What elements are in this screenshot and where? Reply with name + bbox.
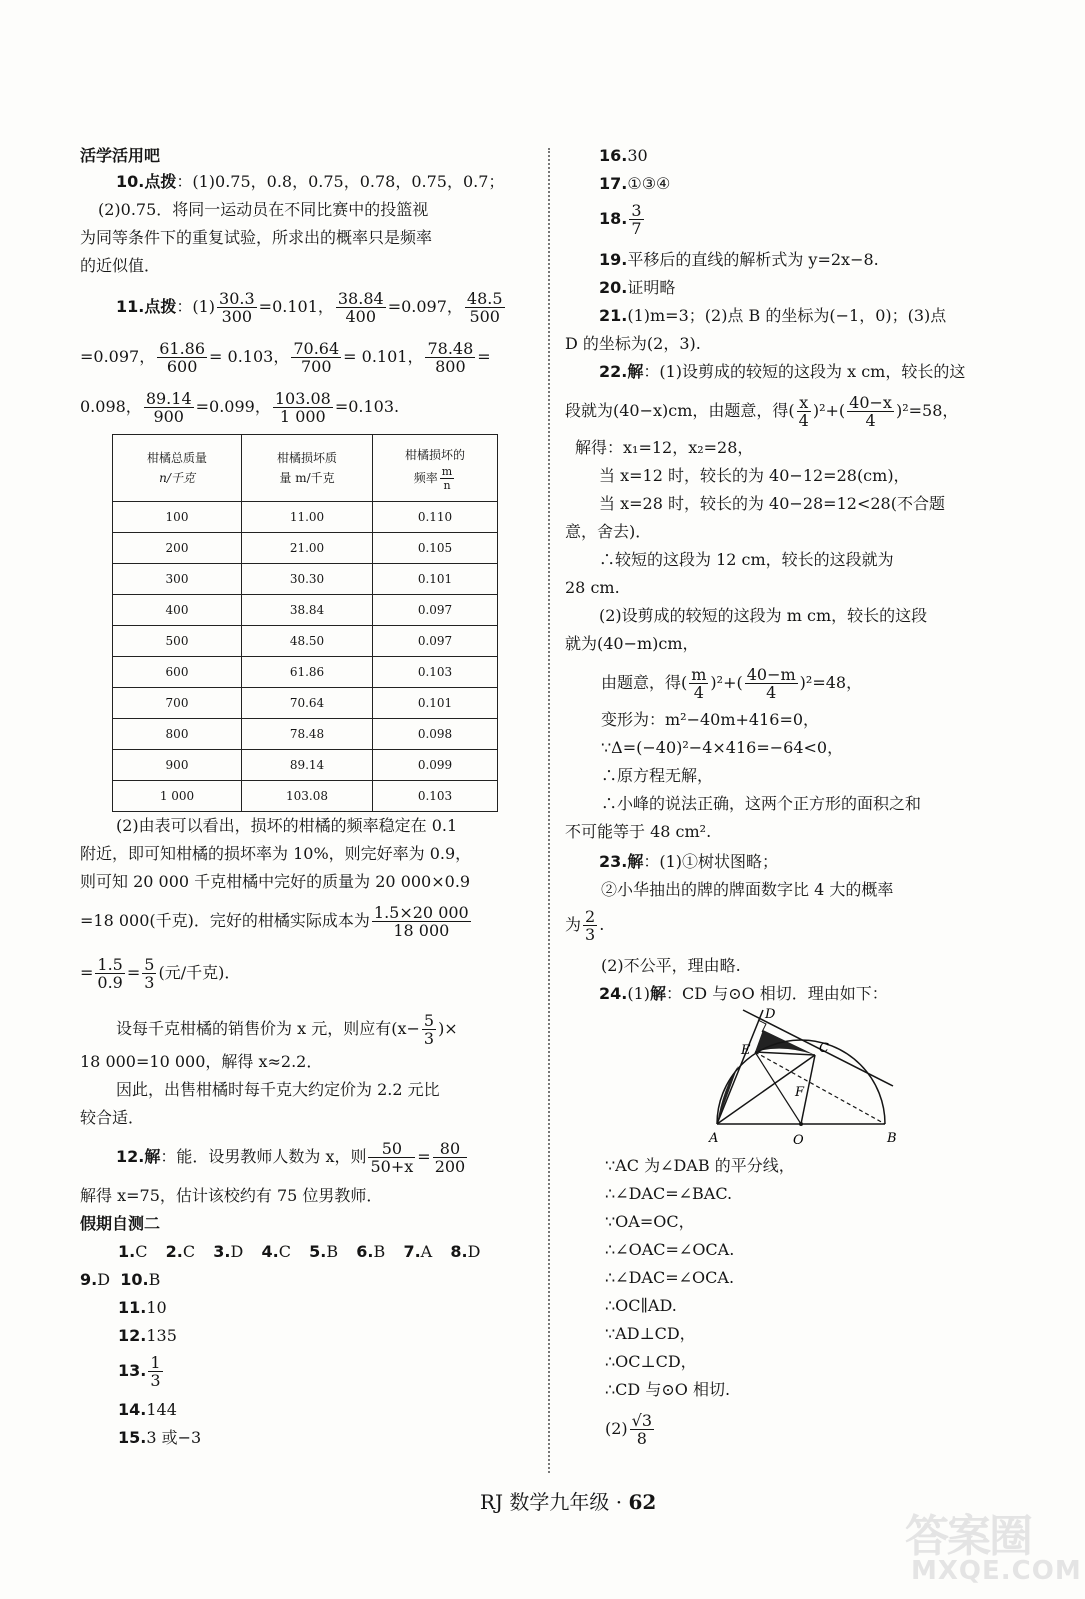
answer-22-line7: ∴较短的这段为 12 cm，较长的这段就为 bbox=[599, 550, 894, 569]
table-row bbox=[113, 688, 498, 719]
table-cell: 0.110 bbox=[373, 502, 498, 533]
answer-13: 13. $\frac{1}{3}$ bbox=[118, 1353, 161, 1390]
fraction: $\frac{80}{200}$ bbox=[434, 1139, 466, 1176]
fraction: $\frac{89.14}{900}$ bbox=[145, 389, 192, 426]
fraction: $\frac{30.3}{300}$ bbox=[219, 289, 255, 326]
mc-answers-1: 1.C 2.C 3.D 4.C 5.B 6.B 7.A 8.D bbox=[118, 1242, 481, 1261]
table-cell: 0.097 bbox=[373, 626, 498, 657]
tangerine-table bbox=[112, 434, 498, 812]
proof-line1: ∵AC 为∠DAB 的平分线， bbox=[605, 1156, 795, 1175]
page-footer: RJ 数学九年级 · 62 bbox=[480, 1490, 657, 1514]
table-cell: 0.099 bbox=[373, 750, 498, 781]
fraction: $\frac{1.5}{0.9}$ bbox=[97, 955, 123, 992]
proof-line2: ∴∠DAC=∠BAC. bbox=[605, 1184, 733, 1203]
proof-line8: ∴OC⊥CD， bbox=[605, 1352, 697, 1371]
q10-line4: 的近似值． bbox=[80, 256, 161, 275]
table-row bbox=[113, 719, 498, 750]
q11b-line4: =18 000(千克)．完好的柑橘实际成本为 $\frac{1.5\times 20 000}{18 000}$ bbox=[80, 903, 469, 940]
watermark-logo: 答案圈 MXQE.COM bbox=[905, 1511, 1082, 1586]
q11b-line8: 因此，出售柑橘时每千克大约定价为 2.2 元比 bbox=[116, 1080, 440, 1099]
table-cell: 200 bbox=[113, 533, 242, 564]
fraction: $\frac{5}{3}$ bbox=[144, 955, 155, 992]
answer-23-line4: (2)不公平，理由略. bbox=[601, 956, 741, 975]
q11b-line2: 附近，即可知柑橘的损坏率为 10%，则完好率为 0.9， bbox=[80, 844, 472, 863]
answer-15: 15.3 或−3 bbox=[118, 1428, 202, 1447]
table-cell: 0.103 bbox=[373, 657, 498, 688]
fraction: $\frac{40-x}{4}$ bbox=[849, 393, 892, 430]
fraction: $\frac{m}{4}$ bbox=[691, 665, 707, 702]
table-header-row bbox=[113, 435, 498, 502]
table-cell: 400 bbox=[113, 595, 242, 626]
answer-22-line4: 当 x=12 时，较长的为 40−12=28(cm)， bbox=[599, 466, 910, 485]
answer-22-line12: 变形为：m²−40m+416=0， bbox=[601, 710, 820, 729]
q12-line2: 解得 x=75，估计该校约有 75 位男教师． bbox=[80, 1186, 383, 1205]
fraction: $\frac{48.5}{500}$ bbox=[466, 289, 503, 326]
label-e: E bbox=[741, 1043, 751, 1058]
answer-22-line14: ∴原方程无解， bbox=[601, 766, 714, 785]
fraction: $\frac{1}{3}$ bbox=[150, 1353, 161, 1390]
table-header-damaged: 柑橘损坏质 量 m/千克 bbox=[242, 435, 373, 502]
table-cell: 61.86 bbox=[242, 657, 373, 688]
proof-line6: ∴OC∥AD. bbox=[605, 1296, 677, 1315]
answer-22-line10: 就为(40−m)cm， bbox=[565, 634, 699, 653]
table-row bbox=[113, 781, 498, 812]
answer-21-line2: D 的坐标为(2，3). bbox=[565, 334, 701, 353]
table-row bbox=[113, 564, 498, 595]
answer-22-line8: 28 cm. bbox=[565, 578, 620, 597]
fraction: $\frac{3}{7}$ bbox=[631, 201, 642, 238]
answer-22-line11: 由题意，得( $\frac{m}{4}$ )²+( $\frac{40-m}{4}$ )²=48， bbox=[601, 665, 863, 702]
label-b: B bbox=[887, 1131, 897, 1146]
q11-line2: =0.097， $\frac{61.86}{600}$ = 0.103， $\frac{70.64}{700}$ = 0.101， $\frac{78.48}{800}$ = bbox=[80, 339, 491, 376]
table-row bbox=[113, 657, 498, 688]
table-cell: 100 bbox=[113, 502, 242, 533]
q11-line1: 11.点拨：(1) $\frac{30.3}{300}$ =0.101， $\frac{38.84}{400}$ =0.097， $\frac{48.5}{500}$ bbox=[116, 289, 503, 326]
table-cell: 0.105 bbox=[373, 533, 498, 564]
table-cell: 800 bbox=[113, 719, 242, 750]
table-cell: 0.098 bbox=[373, 719, 498, 750]
geometry-figure bbox=[703, 1008, 903, 1148]
table-cell: 300 bbox=[113, 564, 242, 595]
table-cell: 70.64 bbox=[242, 688, 373, 719]
q11b-line7: 18 000=10 000，解得 x≈2.2． bbox=[80, 1052, 323, 1071]
fraction: $\frac{61.86}{600}$ bbox=[159, 339, 206, 376]
column-divider bbox=[548, 148, 550, 1473]
answer-22-line16: 不可能等于 48 cm². bbox=[565, 822, 712, 841]
proof-line9: ∴CD 与⊙O 相切. bbox=[605, 1380, 731, 1399]
q11-line3: 0.098， $\frac{89.14}{900}$ =0.099， $\frac{103.08}{1 000}$ =0.103. bbox=[80, 389, 400, 426]
answer-17: 17.①③④ bbox=[599, 174, 671, 193]
q11b-line1: (2)由表可以看出，损坏的柑橘的频率稳定在 0.1 bbox=[116, 816, 458, 835]
table-cell: 0.101 bbox=[373, 564, 498, 595]
table-cell: 89.14 bbox=[242, 750, 373, 781]
fraction: $\frac{40-m}{4}$ bbox=[746, 665, 796, 702]
proof-line7: ∵AD⊥CD， bbox=[605, 1324, 696, 1343]
fraction: $\frac{70.64}{700}$ bbox=[293, 339, 340, 376]
q10-line1: 10.点拨：(1)0.75，0.8，0.75，0.78，0.75，0.7； bbox=[116, 172, 505, 191]
table-cell: 0.101 bbox=[373, 688, 498, 719]
fraction: $\frac{2}{3}$ bbox=[585, 907, 596, 944]
table-row bbox=[113, 502, 498, 533]
proof-line5: ∴∠DAC=∠OCA. bbox=[605, 1268, 735, 1287]
table-cell: 11.00 bbox=[242, 502, 373, 533]
page-number: 62 bbox=[628, 1490, 657, 1514]
table-row bbox=[113, 626, 498, 657]
answer-22-line3: 解得：x₁=12，x₂=28， bbox=[575, 438, 754, 457]
table-cell: 21.00 bbox=[242, 533, 373, 564]
answer-23-line2: ②小华抽出的牌的牌面数字比 4 大的概率 bbox=[601, 880, 894, 899]
fraction: $\frac{x}{4}$ bbox=[798, 393, 809, 430]
fraction: $\frac{m}{n}$ bbox=[441, 464, 453, 492]
table-cell: 600 bbox=[113, 657, 242, 688]
label-c: C bbox=[819, 1041, 829, 1056]
answer-14: 14.144 bbox=[118, 1400, 177, 1419]
section-title-1: 活学活用吧 bbox=[80, 146, 161, 165]
table-cell: 48.50 bbox=[242, 626, 373, 657]
proof-line4: ∴∠OAC=∠OCA. bbox=[605, 1240, 735, 1259]
label-o: O bbox=[793, 1133, 804, 1148]
center-point bbox=[799, 1122, 803, 1126]
answer-22-line1: 22.解：(1)设剪成的较短的这段为 x cm，较长的这 bbox=[599, 362, 966, 381]
q12-line1: 12.解：能．设男教师人数为 x，则 $\frac{50}{50+x}$ = $\frac{80}{200}$ bbox=[116, 1139, 466, 1176]
table-cell: 1 000 bbox=[113, 781, 242, 812]
answer-23-line3: 为 $\frac{2}{3}$ . bbox=[565, 907, 605, 944]
line-eb-dashed bbox=[755, 1052, 885, 1124]
table-cell: 0.103 bbox=[373, 781, 498, 812]
q11b-line5: = $\frac{1.5}{0.9}$ = $\frac{5}{3}$ (元/千克)． bbox=[80, 955, 241, 992]
table-cell: 78.48 bbox=[242, 719, 373, 750]
answer-19: 19.平移后的直线的解析式为 y=2x−8. bbox=[599, 250, 879, 269]
q10-line3: 为同等条件下的重复试验，所求出的概率只是频率 bbox=[80, 228, 433, 247]
q11b-line6: 设每千克柑橘的销售价为 x 元，则应有(x− $\frac{5}{3}$ )× bbox=[116, 1011, 458, 1048]
q10-line2: (2)0.75．将同一运动员在不同比赛中的投篮视 bbox=[98, 200, 429, 219]
q11b-line9: 较合适． bbox=[80, 1108, 145, 1127]
table-cell: 700 bbox=[113, 688, 242, 719]
label-a: A bbox=[709, 1131, 719, 1146]
answer-21-line1: 21.(1)m=3；(2)点 B 的坐标为(−1，0)；(3)点 bbox=[599, 306, 947, 325]
table-cell: 103.08 bbox=[242, 781, 373, 812]
q11b-line3: 则可知 20 000 千克柑橘中完好的质量为 20 000×0.9 bbox=[80, 872, 471, 891]
table-row bbox=[113, 750, 498, 781]
answer-22-line9: (2)设剪成的较短的这段为 m cm，较长的这段 bbox=[599, 606, 928, 625]
answer-22-line13: ∵Δ=(−40)²−4×416=−64<0， bbox=[601, 738, 844, 757]
answer-22-line5: 当 x=28 时，较长的为 40−28=12<28(不合题 bbox=[599, 494, 945, 513]
fraction: $\frac{78.48}{800}$ bbox=[427, 339, 474, 376]
answer-18: 18. $\frac{3}{7}$ bbox=[599, 201, 642, 238]
table-row bbox=[113, 533, 498, 564]
answer-22-line15: ∴小峰的说法正确，这两个正方形的面积之和 bbox=[601, 794, 922, 813]
table-header-frequency: 柑橘损坏的 频率 $\frac{m}{n}$ bbox=[373, 435, 498, 502]
answer-11: 11.10 bbox=[118, 1298, 167, 1317]
answer-24-line1: 24.(1)解：CD 与⊙O 相切．理由如下： bbox=[599, 984, 888, 1003]
section-title-2: 假期自测二 bbox=[80, 1214, 161, 1233]
proof-line3: ∵OA=OC， bbox=[605, 1212, 695, 1231]
line-ec bbox=[755, 1052, 815, 1055]
table-header-total: 柑橘总质量 n/千克 bbox=[113, 435, 242, 502]
answer-16: 16.30 bbox=[599, 146, 648, 165]
table-cell: 0.097 bbox=[373, 595, 498, 626]
fraction: $\frac{103.08}{1 000}$ bbox=[274, 389, 331, 426]
table-row bbox=[113, 595, 498, 626]
label-f: F bbox=[795, 1085, 805, 1100]
mc-answers-2: 9.D 10.B bbox=[80, 1270, 161, 1289]
fraction: $\frac{1.5\times 20 000}{18 000}$ bbox=[373, 903, 469, 940]
fraction: $\frac{√3}{8}$ bbox=[631, 1411, 653, 1448]
fraction: $\frac{38.84}{400}$ bbox=[337, 289, 384, 326]
label-d: D bbox=[765, 1008, 776, 1022]
answer-12: 12.135 bbox=[118, 1326, 177, 1345]
answer-22-line2: 段就为(40−x)cm，由题意，得( $\frac{x}{4}$ )²+( $\frac{40-x}{4}$ )²=58， bbox=[565, 393, 959, 430]
answer-20: 20.证明略 bbox=[599, 278, 676, 297]
table-cell: 900 bbox=[113, 750, 242, 781]
proof-line10: (2) $\frac{√3}{8}$ bbox=[605, 1411, 653, 1448]
answer-23-line1: 23.解：(1)①树状图略； bbox=[599, 852, 779, 871]
fraction: $\frac{5}{3}$ bbox=[423, 1011, 435, 1048]
table-body bbox=[113, 502, 498, 812]
table-cell: 500 bbox=[113, 626, 242, 657]
table-cell: 38.84 bbox=[242, 595, 373, 626]
table-cell: 30.30 bbox=[242, 564, 373, 595]
answer-22-line6: 意，舍去)． bbox=[565, 522, 652, 541]
fraction: $\frac{50}{50+x}$ bbox=[370, 1139, 414, 1176]
